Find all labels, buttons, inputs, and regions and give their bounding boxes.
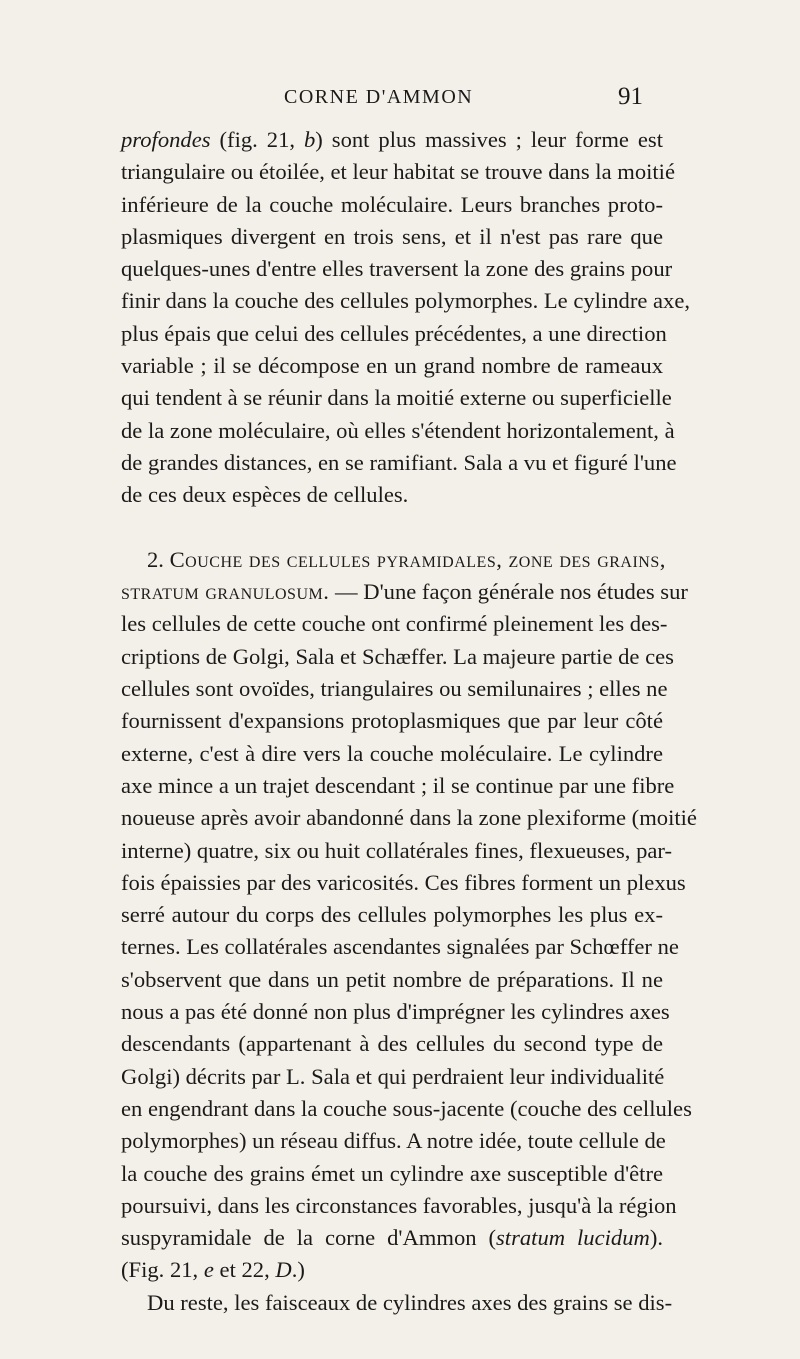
text-line — [121, 156, 675, 188]
text-line — [121, 1158, 663, 1190]
text-segment: cellules sont ovoïdes, triangulaires ou semilunaires ; elles ne — [121, 676, 668, 702]
text-segment: fois épaissies par des varicosités. Ces fibres forment un plexus — [121, 869, 686, 895]
text-segment: s'observent que dans un petit nombre de préparations. Il ne — [121, 966, 663, 992]
text-line — [121, 1028, 663, 1060]
text-line — [121, 899, 663, 931]
text-line — [121, 189, 663, 221]
text-line — [121, 576, 688, 608]
text-segment: — D'une façon générale nos études sur — [329, 579, 688, 605]
text-line — [121, 415, 675, 447]
small-caps-text: Couche des cellules pyramidales, zone des grains, — [169, 546, 666, 572]
text-segment: de la zone moléculaire, où elles s'étendent horizontalement, à — [121, 417, 675, 443]
running-header — [0, 83, 800, 116]
paragraph-spacer — [121, 512, 663, 544]
text-line — [121, 835, 673, 867]
text-segment: en engendrant dans la couche sous-jacente (couche des cellules — [121, 1095, 692, 1121]
italic-text: e — [203, 1257, 214, 1283]
text-line — [121, 867, 686, 899]
text-segment: (Fig. 21, — [121, 1257, 204, 1283]
text-segment: polymorphes) un réseau diffus. A notre idée, toute cellule de — [121, 1128, 666, 1154]
text-segment: variable ; il se décompose en un grand nombre de rameaux — [121, 353, 663, 379]
text-segment: .) — [291, 1257, 305, 1283]
text-segment: serré autour du corps des cellules polymorphes les plus ex- — [121, 902, 663, 928]
text-line — [121, 285, 691, 317]
text-line — [121, 382, 672, 414]
small-caps-text: stratum granulosum. — [121, 579, 330, 605]
text-line — [121, 253, 673, 285]
text-line — [121, 705, 663, 737]
text-segment: nous a pas été donné non plus d'imprégner les cylindres axes — [121, 999, 670, 1025]
text-segment: quelques-unes d'entre elles traversent la zone des grains pour — [121, 256, 673, 282]
text-line — [121, 1287, 673, 1319]
text-line — [121, 124, 663, 156]
text-segment: de ces deux espèces de cellules. — [121, 482, 409, 508]
text-segment: interne) quatre, six ou huit collatérales fines, flexueuses, par- — [121, 837, 673, 863]
text-segment: Golgi) décrits par L. Sala et qui perdraient leur individualité — [121, 1063, 665, 1089]
italic-text: stratum lucidum — [496, 1225, 650, 1251]
text-line — [121, 318, 667, 350]
text-segment: les cellules de cette couche ont confirmé pleinement les des- — [121, 611, 668, 637]
text-line — [121, 770, 675, 802]
text-line — [121, 1125, 666, 1157]
text-line — [121, 447, 677, 479]
text-segment: Du reste, les faisceaux de cylindres axes des grains se dis- — [147, 1289, 673, 1315]
text-line — [121, 1222, 663, 1254]
text-segment: fournissent d'expansions protoplasmiques que par leur côté — [121, 708, 663, 734]
text-segment: (fig. 21, — [210, 127, 304, 152]
text-segment: criptions de Golgi, Sala et Schæffer. La majeure partie de ces — [121, 643, 674, 669]
text-line — [121, 544, 666, 576]
text-line — [121, 931, 679, 963]
text-segment: plus épais que celui des cellules précédentes, a une direction — [121, 320, 667, 346]
text-segment: la couche des grains émet un cylindre axe susceptible d'être — [121, 1160, 663, 1186]
text-segment: axe mince a un trajet descendant ; il se continue par une fibre — [121, 772, 675, 798]
text-line — [121, 673, 668, 705]
text-line — [121, 1061, 663, 1093]
text-segment: ) sont plus massives ; leur forme est — [315, 127, 664, 152]
text-line — [121, 479, 663, 511]
text-line — [121, 350, 663, 382]
text-line — [121, 1190, 677, 1222]
text-segment: plasmiques divergent en trois sens, et il n'est pas rare que — [121, 223, 663, 249]
text-line — [121, 1093, 692, 1125]
body-text — [121, 124, 697, 1319]
page-number: 91 — [618, 83, 643, 110]
text-segment: finir dans la couche des cellules polymorphes. Le cylindre axe, — [121, 288, 691, 314]
text-line — [121, 996, 670, 1028]
text-line — [121, 802, 697, 834]
text-segment: triangulaire ou étoilée, et leur habitat se trouve dans la moitié — [121, 159, 675, 185]
text-segment: ). — [649, 1225, 663, 1251]
italic-text: b — [304, 127, 316, 152]
text-segment: ternes. Les collatérales ascendantes signalées par Schœffer ne — [121, 934, 679, 960]
text-line — [121, 221, 663, 253]
text-line — [121, 964, 663, 996]
text-segment: descendants (appartenant à des cellules du second type de — [121, 1031, 663, 1057]
text-segment: 2. — [147, 546, 170, 572]
text-segment: inférieure de la couche moléculaire. Leurs branches proto- — [121, 191, 663, 217]
italic-text: D — [275, 1257, 292, 1283]
text-line — [121, 1254, 663, 1286]
text-segment: qui tendent à se réunir dans la moitié externe ou superficielle — [121, 385, 672, 411]
running-title: CORNE D'AMMON — [284, 86, 474, 108]
text-segment: externe, c'est à dire vers la couche moléculaire. Le cylindre — [121, 740, 663, 766]
text-segment: et 22, — [213, 1257, 276, 1283]
text-segment: de grandes distances, en se ramifiant. Sala a vu et figuré l'une — [121, 449, 677, 475]
text-segment: suspyramidale de la corne d'Ammon ( — [121, 1225, 497, 1251]
text-segment: noueuse après avoir abandonné dans la zone plexiforme (moitié — [121, 805, 697, 831]
italic-text: profondes — [121, 127, 211, 152]
text-line — [121, 738, 663, 770]
text-segment: poursuivi, dans les circonstances favorables, jusqu'à la région — [121, 1192, 677, 1218]
text-line — [121, 641, 674, 673]
text-line — [121, 608, 668, 640]
